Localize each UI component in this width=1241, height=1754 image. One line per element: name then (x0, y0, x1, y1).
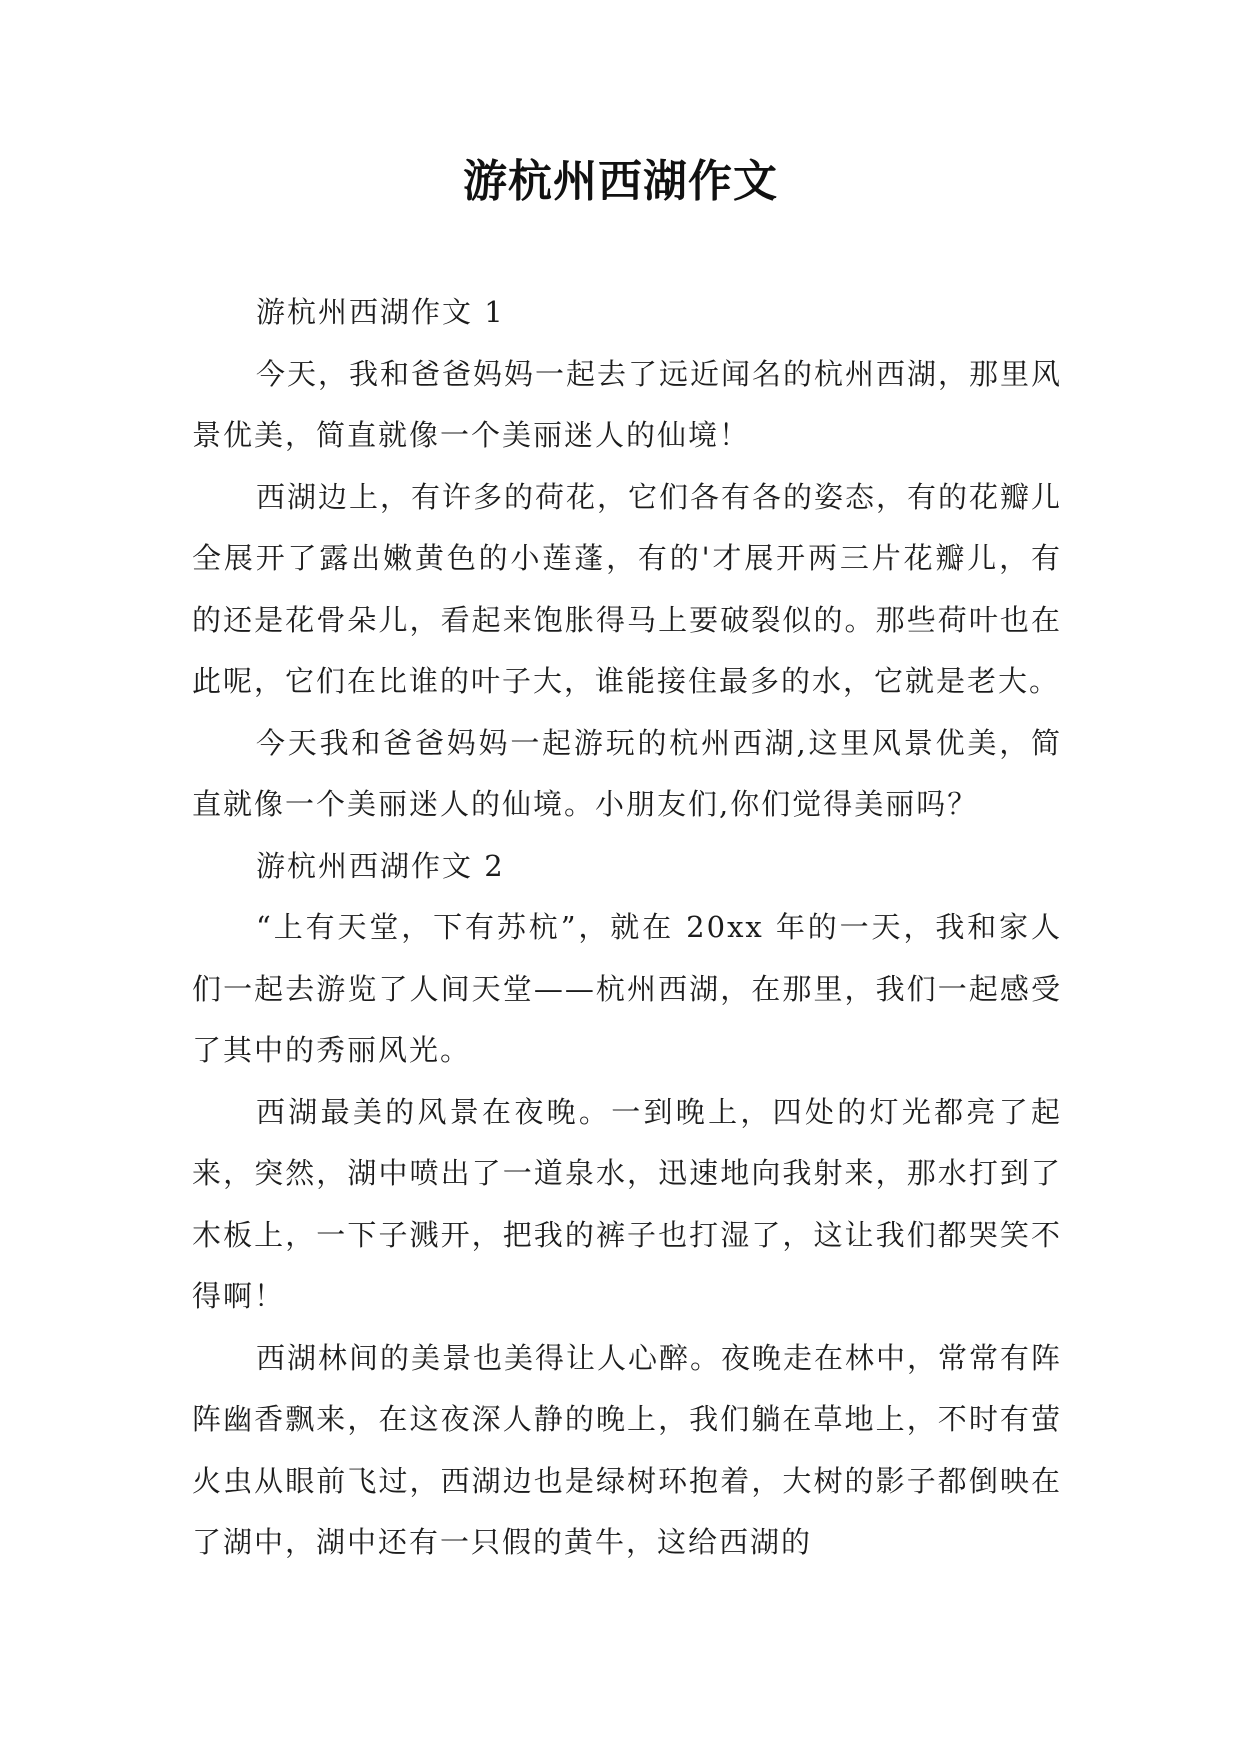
section-heading-2: 游杭州西湖作文 2 (256, 848, 505, 883)
paragraph: 西湖林间的美景也美得让人心醉。夜晚走在林中，常常有阵阵幽香飘来，在这夜深人静的晚上，我们躺在草地上，不时有萤火虫从眼前飞过，西湖边也是绿树环抱着，大树的影子都倒映在了湖中，湖中还有一只假的黄牛，这给西湖的 (192, 1340, 1063, 1559)
paragraph: 今天我和爸爸妈妈一起游玩的杭州西湖,这里风景优美，简直就像一个美丽迷人的仙境。小朋友们,你们觉得美丽吗？ (192, 725, 1062, 821)
paragraph: 西湖最美的风景在夜晚。一到晚上，四处的灯光都亮了起来，突然，湖中喷出了一道泉水，迅速地向我射来，那水打到了木板上，一下子溅开，把我的裤子也打湿了，这让我们都哭笑不得啊！ (192, 1094, 1062, 1313)
paragraph: 今天，我和爸爸妈妈一起去了远近闻名的杭州西湖，那里风景优美，简直就像一个美丽迷人的仙境！ (192, 356, 1063, 452)
document-body (192, 282, 1062, 1574)
document-title: 游杭州西湖作文 (463, 156, 778, 207)
section-heading-1: 游杭州西湖作文 1 (256, 295, 505, 329)
paragraph: 西湖边上，有许多的荷花，它们各有各的姿态，有的花瓣儿全展开了露出嫩黄色的小莲蓬，有的'才展开两三片花瓣儿，有的还是花骨朵儿，看起来饱胀得马上要破裂似的。那些荷叶也在此呢，它们在比谁的叶子大，谁能接住最多的水，它就是老大。 (192, 479, 1063, 698)
paragraph: “上有天堂，下有苏杭”，就在 20xx 年的一天，我和家人们一起去游览了人间天堂——杭州西湖，在那里，我们一起感受了其中的秀丽风光。 (192, 910, 1062, 1067)
